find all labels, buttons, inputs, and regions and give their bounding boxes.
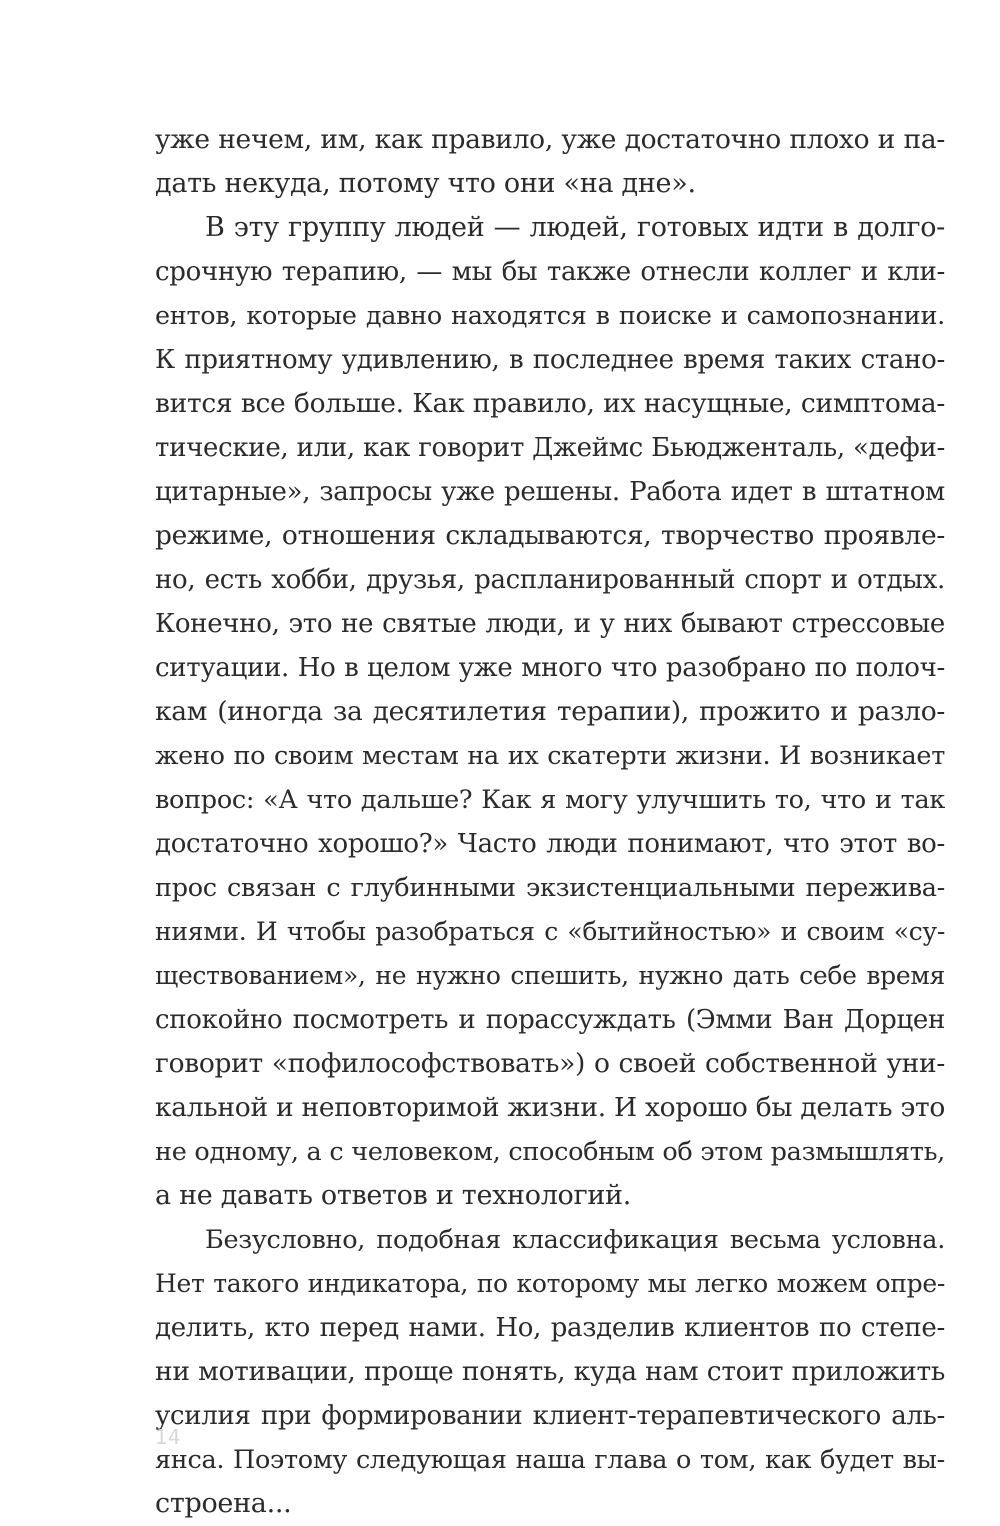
- text-line: прос связан с глубинными экзистенциальными пережива-: [155, 873, 945, 903]
- text-line: Конечно, это не святые люди, и у них бывают стрессовые: [155, 609, 945, 639]
- body-text: [155, 118, 945, 1526]
- text-line: цитарные», запросы уже решены. Работа идет в штатном: [155, 477, 945, 507]
- text-line: делить, кто перед нами. Но, разделив клиентов по степе-: [155, 1313, 945, 1343]
- text-line: говорит «пофилософствовать») о своей собственной уни-: [155, 1048, 945, 1079]
- page-number: 14: [155, 1425, 181, 1449]
- text-line: не одному, а с человеком, способным об этом размышлять,: [155, 1137, 945, 1167]
- text-line: Безусловно, подобная классификация весьма условна.: [205, 1225, 945, 1255]
- text-line: К приятному удивлению, в последнее время таких стано-: [155, 345, 945, 375]
- text-line: кальной и неповторимой жизни. И хорошо бы делать это: [155, 1092, 945, 1123]
- text-line: уже нечем, им, как правило, уже достаточно плохо и па-: [155, 124, 945, 155]
- text-line: кам (иногда за десятилетия терапии), прожито и разло-: [155, 696, 945, 727]
- text-line: ни мотивации, проще понять, куда нам стоит приложить: [155, 1356, 945, 1387]
- text-line: В эту группу людей — людей, готовых идти в долго-: [205, 212, 945, 243]
- text-line: ществованием», не нужно спешить, нужно дать себе время: [155, 961, 945, 990]
- text-line: режиме, отношения складываются, творчество проявле-: [155, 520, 945, 551]
- text-line: вопрос: «А что дальше? Как я могу улучшить то, что и так: [155, 785, 945, 815]
- text-line: ентов, которые давно находятся в поиске и самопознании.: [155, 301, 945, 331]
- text-line: дать некуда, потому что они «на дне».: [155, 168, 696, 199]
- text-line: усилия при формировании клиент-терапевтического аль-: [155, 1401, 945, 1431]
- text-line: но, есть хобби, друзья, распланированный спорт и отдых.: [155, 565, 945, 595]
- text-line: ситуации. Но в целом уже много что разобрано по полоч-: [155, 653, 945, 683]
- text-line: строена...: [155, 1488, 292, 1519]
- text-line: янса. Поэтому следующая наша глава о том, как будет вы-: [155, 1445, 945, 1475]
- text-line: спокойно посмотреть и порассуждать (Эмми Ван Дорцен: [155, 1005, 945, 1035]
- text-line: Нет такого индикатора, по которому мы легко можем опре-: [155, 1269, 945, 1298]
- text-line: жено по своим местам на их скатерти жизни. И возникает: [155, 741, 945, 771]
- text-line: тические, или, как говорит Джеймс Бьюдженталь, «дефи-: [155, 433, 945, 463]
- text-line: ниями. И чтобы разобраться с «бытийностью» и своим «су-: [155, 917, 945, 946]
- text-line: а не давать ответов и технологий.: [155, 1180, 632, 1211]
- text-line: вится все больше. Как правило, их насущные, симптома-: [155, 388, 945, 419]
- text-line: достаточно хорошо?» Часто люди понимают, что этот во-: [155, 829, 945, 859]
- text-line: срочную терапию, — мы бы также отнесли коллег и кли-: [155, 257, 945, 287]
